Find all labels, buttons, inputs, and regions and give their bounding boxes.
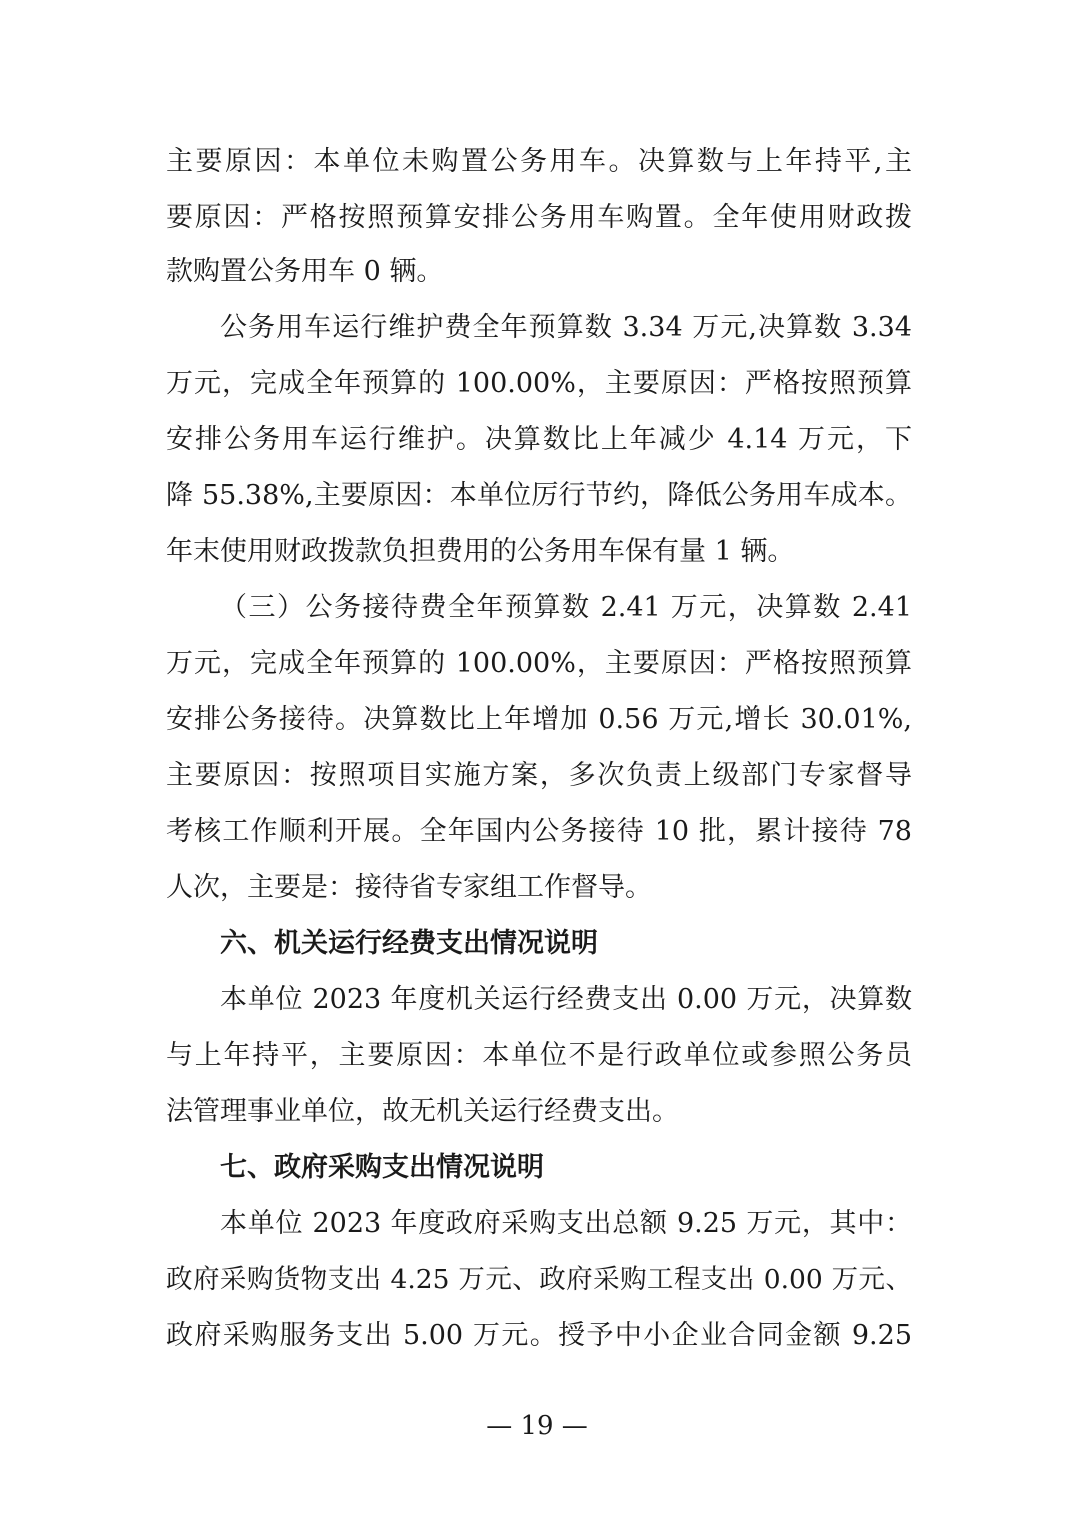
paragraph-line: 款购置公务用车 0 辆。 [166, 256, 444, 287]
paragraph-line: 本单位 2023 年度机关运行经费支出 0.00 万元，决算数 [220, 984, 912, 1015]
section-heading: 六、机关运行经费支出情况说明 [220, 928, 598, 959]
page-number: — 19 — [486, 1411, 588, 1441]
paragraph-line: 本单位 2023 年度政府采购支出总额 9.25 万元，其中： [220, 1208, 912, 1239]
paragraph-line: 万元，完成全年预算的 100.00%，主要原因：严格按照预算 [166, 368, 912, 399]
paragraph-line: 年末使用财政拨款负担费用的公务用车保有量 1 辆。 [166, 536, 795, 567]
paragraph-line: 人次，主要是：接待省专家组工作督导。 [166, 872, 652, 903]
paragraph-line: （三）公务接待费全年预算数 2.41 万元，决算数 2.41 [220, 592, 912, 623]
paragraph-line: 安排公务用车运行维护。决算数比上年减少 4.14 万元，下 [166, 424, 912, 455]
paragraph-line: 考核工作顺利开展。全年国内公务接待 10 批，累计接待 78 [166, 816, 912, 847]
paragraph-line: 公务用车运行维护费全年预算数 3.34 万元,决算数 3.34 [220, 312, 912, 343]
paragraph-line: 安排公务接待。决算数比上年增加 0.56 万元,增长 30.01%, [166, 704, 912, 735]
paragraph-line: 政府采购服务支出 5.00 万元。授予中小企业合同金额 9.25 [166, 1320, 912, 1351]
paragraph-line: 政府采购货物支出 4.25 万元、政府采购工程支出 0.00 万元、 [166, 1264, 912, 1295]
paragraph-line: 主要原因：按照项目实施方案，多次负责上级部门专家督导 [166, 760, 912, 791]
paragraph-line: 与上年持平，主要原因：本单位不是行政单位或参照公务员 [166, 1040, 912, 1071]
paragraph-line: 降 55.38%,主要原因：本单位厉行节约，降低公务用车成本。 [166, 480, 912, 511]
paragraph-line: 主要原因：本单位未购置公务用车。决算数与上年持平,主 [166, 146, 912, 177]
paragraph-line: 万元，完成全年预算的 100.00%，主要原因：严格按照预算 [166, 648, 912, 679]
section-heading: 七、政府采购支出情况说明 [220, 1152, 544, 1183]
paragraph-line: 要原因：严格按照预算安排公务用车购置。全年使用财政拨 [166, 202, 912, 233]
paragraph-line: 法管理事业单位，故无机关运行经费支出。 [166, 1096, 679, 1127]
